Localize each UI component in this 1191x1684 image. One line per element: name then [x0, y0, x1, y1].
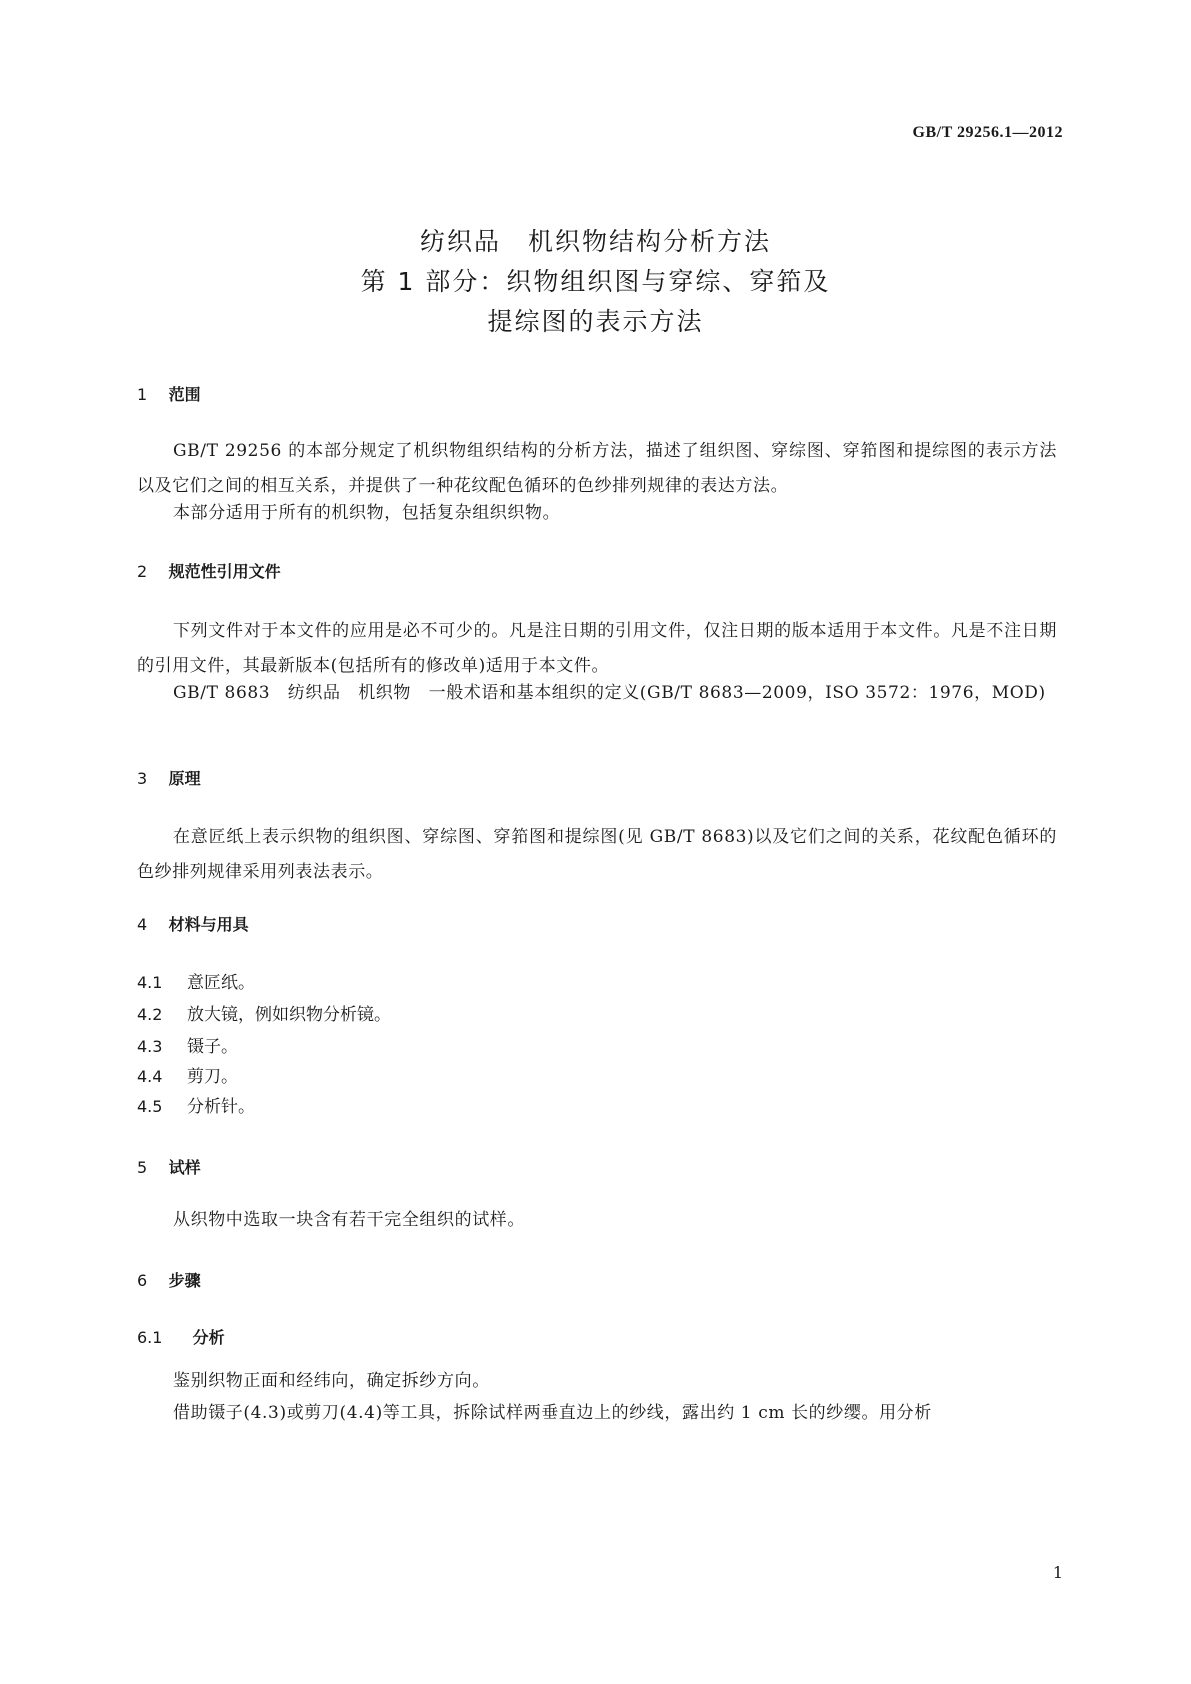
title-line-1: 纺织品 机织物结构分析方法 [419, 227, 771, 256]
section-number: 3 [137, 769, 148, 788]
section-title: 试样 [168, 1158, 201, 1177]
item-text: 剪刀。 [187, 1067, 238, 1087]
section-number: 1 [137, 385, 148, 404]
section-title: 材料与用具 [168, 915, 249, 934]
section-2-heading [137, 559, 281, 582]
list-item [137, 968, 255, 998]
section-3-paragraph-1: 在意匠纸上表示织物的组织图、穿综图、穿筘图和提综图(见 GB/T 8683)以及它们之间的关系，花纹配色循环的色纱排列规律采用列表法表示。 [137, 827, 1057, 882]
list-item [137, 1032, 238, 1062]
subsection-6-1-paragraph-2: 借助镊子(4.3)或剪刀(4.4)等工具，拆除试样两垂直边上的纱线，露出约 1 cm 长的纱缨。用分析 [173, 1403, 932, 1423]
section-number: 2 [137, 562, 148, 581]
section-number: 5 [137, 1158, 148, 1177]
section-5-paragraph-1: 从织物中选取一块含有若干完全组织的试样。 [173, 1210, 525, 1230]
section-title: 范围 [168, 385, 201, 404]
item-text: 放大镜，例如织物分析镜。 [187, 1005, 391, 1025]
item-text: 意匠纸。 [187, 973, 255, 993]
section-3-heading [137, 766, 201, 789]
section-6-heading [137, 1268, 201, 1291]
section-5-heading [137, 1155, 201, 1178]
section-title: 步骤 [168, 1271, 201, 1290]
item-text: 镊子。 [187, 1037, 238, 1057]
section-title: 原理 [168, 769, 201, 788]
title-line-2: 第 1 部分：织物组织图与穿综、穿筘及 [360, 267, 831, 296]
title-line-3: 提综图的表示方法 [487, 307, 704, 336]
section-2-paragraph-1: 下列文件对于本文件的应用是必不可少的。凡是注日期的引用文件，仅注日期的版本适用于本文件。凡是不注日期的引用文件，其最新版本(包括所有的修改单)适用于本文件。 [137, 621, 1057, 676]
section-1-paragraph-2: 本部分适用于所有的机织物，包括复杂组织织物。 [173, 503, 561, 523]
list-item [137, 1092, 255, 1122]
section-4-heading [137, 912, 249, 935]
subsection-title: 分析 [192, 1328, 225, 1347]
item-number: 4.1 [137, 973, 163, 992]
subsection-6-1-heading [137, 1325, 225, 1348]
section-2-reference-entry: GB/T 8683 纺织品 机织物 一般术语和基本组织的定义(GB/T 8683—2009，ISO 3572：1976，MOD) [173, 683, 1046, 703]
section-number: 4 [137, 915, 148, 934]
list-item [137, 1000, 391, 1030]
item-text: 分析针。 [187, 1097, 255, 1117]
item-number: 4.4 [137, 1067, 163, 1086]
page-number: 1 [1052, 1563, 1063, 1582]
standard-code: GB/T 29256.1—2012 [912, 124, 1063, 141]
section-title: 规范性引用文件 [168, 562, 281, 581]
subsection-number: 6.1 [137, 1328, 163, 1347]
subsection-6-1-paragraph-1: 鉴别织物正面和经纬向，确定拆纱方向。 [173, 1371, 490, 1391]
document-title [0, 222, 1191, 342]
section-number: 6 [137, 1271, 148, 1290]
item-number: 4.5 [137, 1097, 163, 1116]
list-item [137, 1062, 238, 1092]
item-number: 4.3 [137, 1037, 163, 1056]
item-number: 4.2 [137, 1005, 163, 1024]
section-1-heading [137, 382, 201, 405]
section-1-paragraph-1: GB/T 29256 的本部分规定了机织物组织结构的分析方法，描述了组织图、穿综图、穿筘图和提综图的表示方法以及它们之间的相互关系，并提供了一种花纹配色循环的色纱排列规律的表达方法。 [137, 441, 1057, 496]
